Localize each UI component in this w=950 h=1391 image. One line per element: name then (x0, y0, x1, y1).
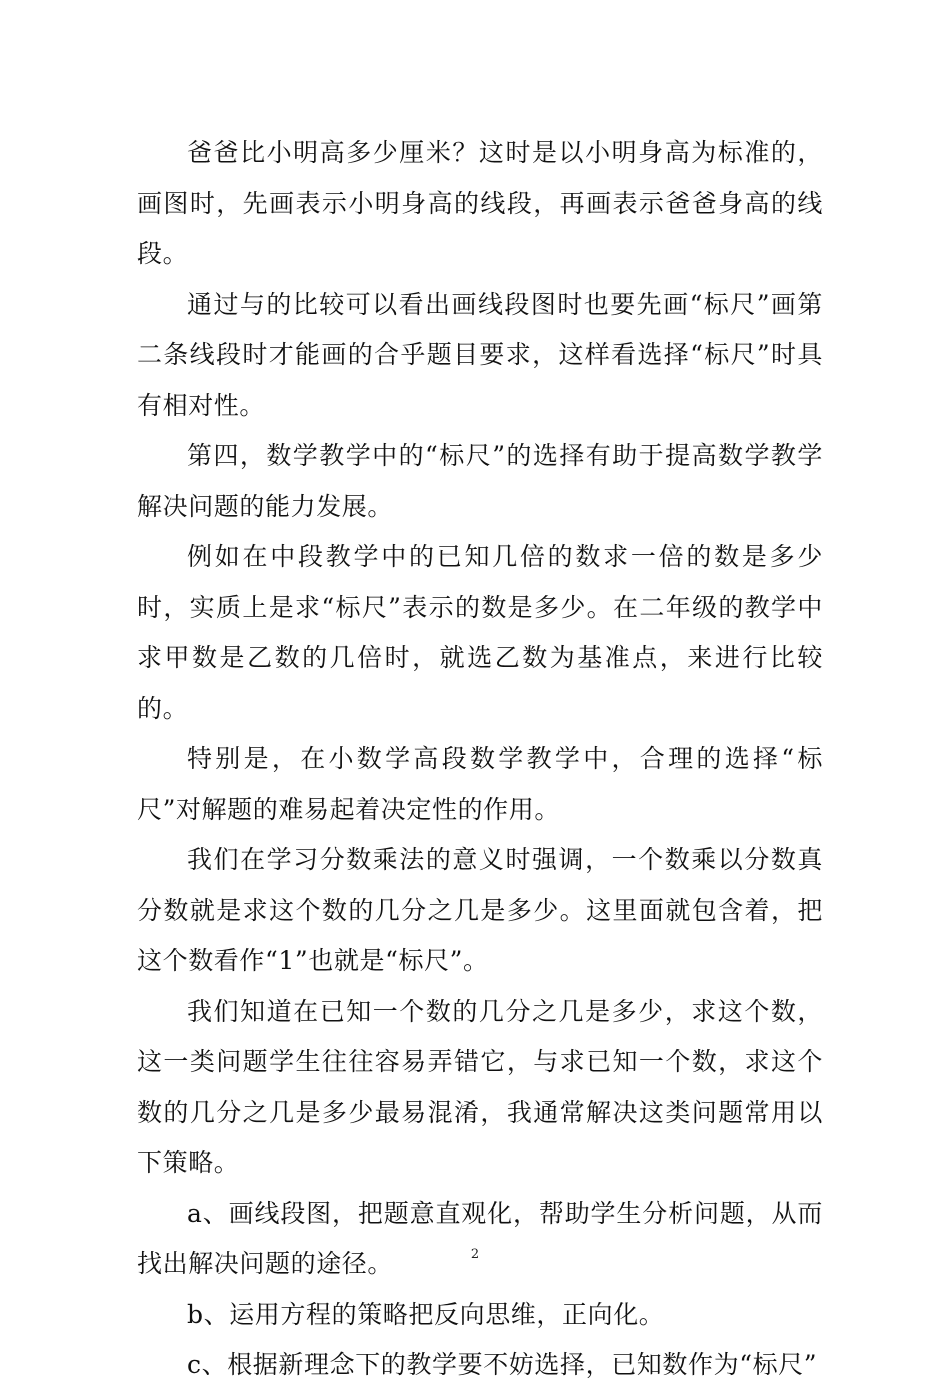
page-number: 2 (470, 1247, 480, 1262)
paragraph-6: 我们在学习分数乘法的意义时强调，一个数乘以分数真分数就是求这个数的几分之几是多少。这里面就包含着，把这个数看作“1”也就是“标尺”。 (137, 845, 823, 975)
paragraph-5: 特别是，在小数学高段数学教学中，合理的选择“标尺”对解题的难易起着决定性的作用。 (137, 744, 823, 824)
paragraph-7: 我们知道在已知一个数的几分之几是多少，求这个数，这一类问题学生往往容易弄错它，与求已知一个数，求这个数的几分之几是多少最易混淆，我通常解决这类问题常用以下策略。 (137, 996, 823, 1177)
paragraph-9: b、运用方程的策略把反向思维，正向化。 (187, 1299, 665, 1329)
paragraph-2: 通过与的比较可以看出画线段图时也要先画“标尺”画第二条线段时才能画的合乎题目要求，这样看选择“标尺”时具有相对性。 (137, 289, 823, 420)
paragraph-10: c、根据新理念下的教学要不妨选择，已知数作为“标尺” (187, 1350, 818, 1379)
paragraph-8: a、画线段图，把题意直观化，帮助学生分析问题，从而找出解决问题的途径。 (137, 1198, 823, 1278)
paragraph-4: 例如在中段教学中的已知几倍的数求一倍的数是多少时，实质上是求“标尺”表示的数是多少。在二年级的教学中求甲数是乙数的几倍时，就选乙数为基准点，来进行比较的。 (137, 542, 823, 723)
paragraph-1: 爸爸比小明高多少厘米？这时是以小明身高为标准的，画图时，先画表示小明身高的线段，再画表示爸爸身高的线段。 (137, 138, 823, 268)
paragraph-3: 第四，数学教学中的“标尺”的选择有助于提高数学教学解决问题的能力发展。 (137, 441, 823, 521)
body-text (137, 128, 823, 1391)
